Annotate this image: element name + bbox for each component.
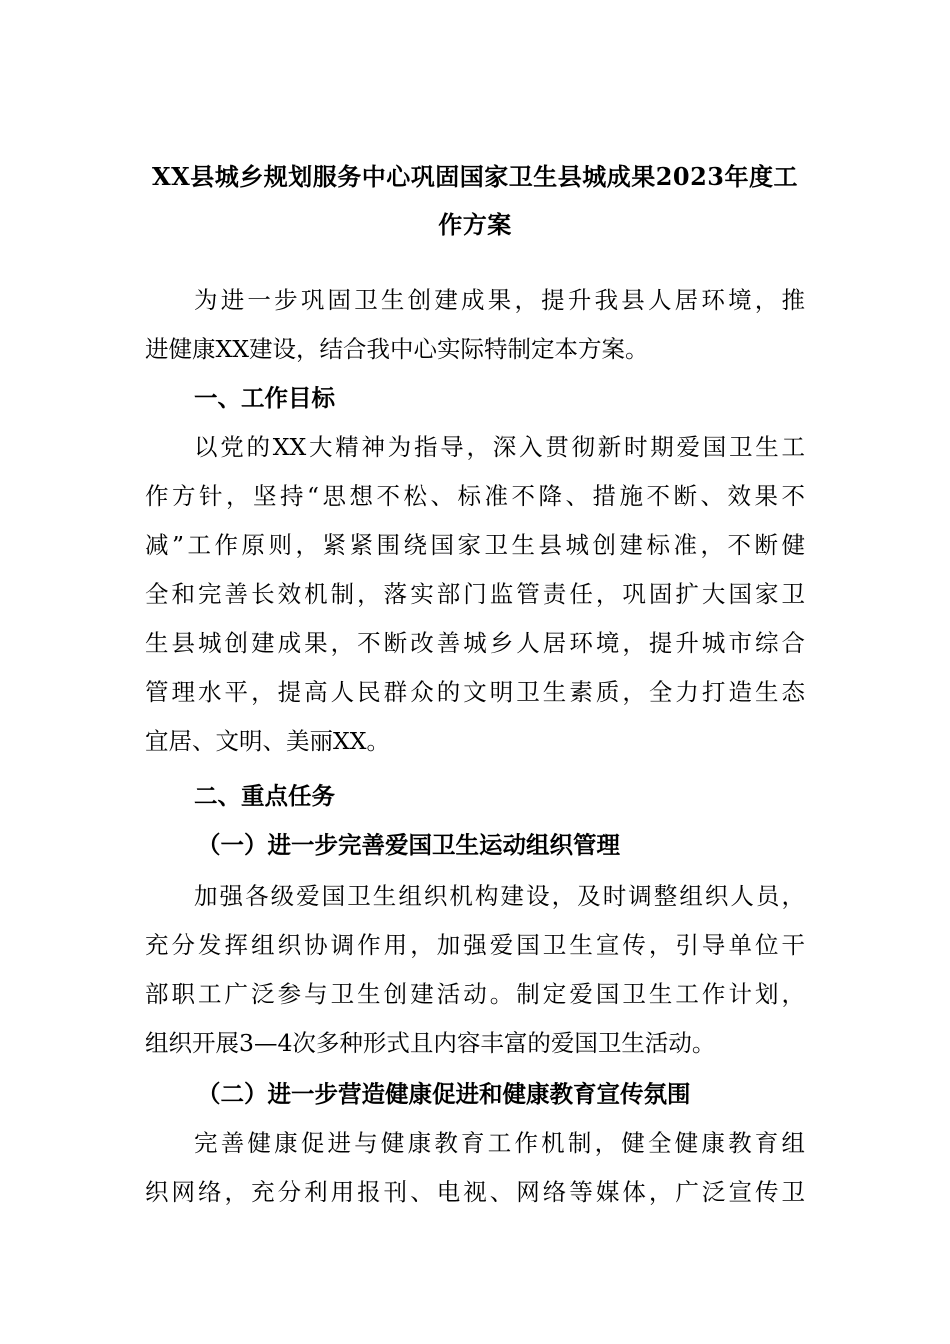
subsection-heading-2: （二）进一步营造健康促进和健康教育宣传氛围 — [197, 1080, 691, 1108]
subsection-heading-1: （一）进一步完善爱国卫生运动组织管理 — [197, 831, 620, 859]
intro-line-1: 为进一步巩固卫生创建成果，提升我县人居环境，推 — [194, 286, 805, 314]
section-heading-goals: 一、工作目标 — [194, 384, 335, 412]
goals-line-5: 生县城创建成果，不断改善城乡人居环境，提升城市综合 — [145, 629, 805, 657]
goals-line-1: 以党的XX大精神为指导，深入贯彻新时期爱国卫生工 — [194, 433, 805, 461]
goals-line-6: 管理水平，提高人民群众的文明卫生素质，全力打造生态 — [145, 678, 805, 706]
subsection1-line-4: 组织开展3—4次多种形式且内容丰富的爱国卫生活动。 — [145, 1029, 716, 1057]
goals-line-2: 作方针，坚持“思想不松、标准不降、措施不断、效果不 — [145, 482, 805, 510]
document-title-line-1: XX县城乡规划服务中心巩固国家卫生县城成果2023年度工 — [151, 162, 799, 191]
subsection2-line-2: 织网络，充分利用报刊、电视、网络等媒体，广泛宣传卫 — [145, 1178, 805, 1206]
intro-line-2: 进健康XX建设，结合我中心实际特制定本方案。 — [145, 335, 649, 363]
subsection2-line-1: 完善健康促进与健康教育工作机制，健全健康教育组 — [194, 1129, 805, 1157]
section-heading-tasks: 二、重点任务 — [194, 782, 335, 810]
goals-line-4: 全和完善长效机制，落实部门监管责任，巩固扩大国家卫 — [145, 580, 805, 608]
goals-line-3: 减”工作原则，紧紧围绕国家卫生县城创建标准，不断健 — [145, 531, 805, 559]
subsection1-line-1: 加强各级爱国卫生组织机构建设，及时调整组织人员， — [194, 882, 805, 910]
document-title-line-2: 作方案 — [438, 210, 512, 239]
subsection1-line-2: 充分发挥组织协调作用，加强爱国卫生宣传，引导单位干 — [145, 931, 805, 959]
subsection1-line-3: 部职工广泛参与卫生创建活动。制定爱国卫生工作计划， — [145, 980, 805, 1008]
goals-line-7: 宜居、文明、美丽XX。 — [145, 727, 390, 755]
